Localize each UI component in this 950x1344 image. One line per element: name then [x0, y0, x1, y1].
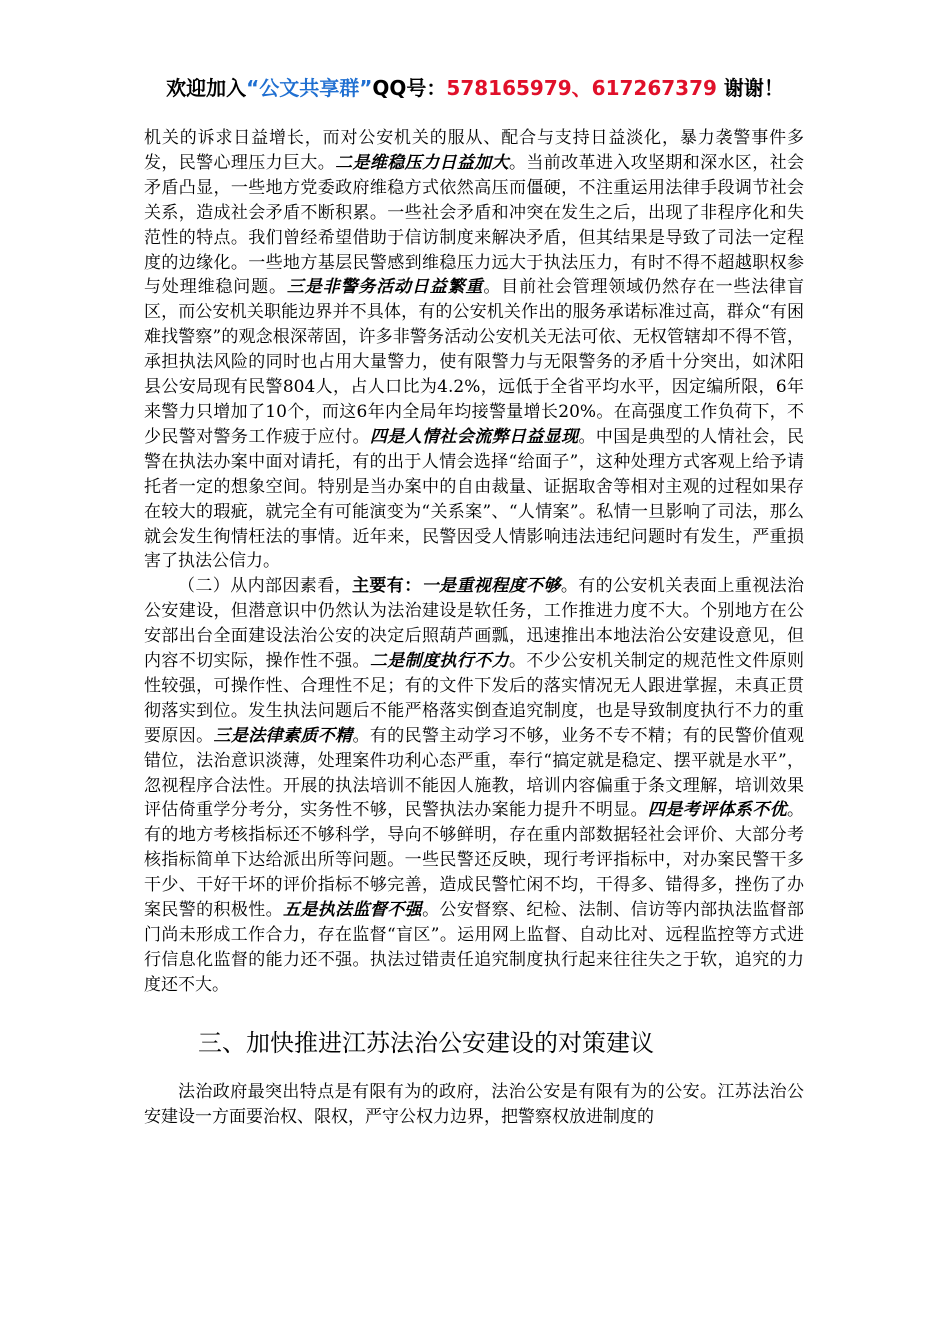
text-run: 。有的公安机关表面上重视法治公安建设，但潜意识中仍然认为法治建设是软任务，工作推进力度不大。个别地方在公安部出台全面建设法治公安的决定后照葫芦画瓢，迅速推出本地法治公安建设意见，但内容不切实际，操作性不强。 [144, 576, 805, 672]
point-heading: 二是维稳压力日益加大 [335, 152, 509, 173]
text-run: 机关的诉求日益增长，而对公安机关的服从、配合与支持日益淡化，暴力袭警事件多发，民警心理压力巨大。 [144, 128, 804, 173]
header-group-name: “公文共享群” [246, 76, 373, 100]
header-prefix: 欢迎加入 [166, 76, 247, 100]
paragraph-section3-intro: 法治政府最突出特点是有限有为的政府，法治公安是有限有为的公安。江苏法治公安建设一方面要治权、限权，严守公权力边界，把警察权放进制度的 [144, 1081, 804, 1127]
text-run: 。不少公安机关制定的规范性文件原则性较强，可操作性、合理性不足；有的文件下发后的落实情况无人跟进掌握，未真正贯彻落实到位。发生执法问题后不能严格落实倒查追究制度，也是导致制度执行不力的重要原因。 [144, 651, 805, 746]
point-heading: 三是非警务活动日益繁重 [286, 277, 484, 298]
bold-lead: 主要有： [352, 576, 422, 597]
header-qq-label: QQ号： [372, 76, 447, 100]
text-run: （二）从内部因素看， [178, 576, 352, 597]
text-run: 。有的民警主动学习不够，业务不专不精；有的民警价值观错位，法治意识淡薄，处理案件功利心态严重，奉行“搞定就是稳定、摆平就是水平”，忽视程序合法性。开展的执法培训不能因人施教，培训内容偏重于条文理解，培训效果评估倚重学分考分，实务性不够，民警执法办案能力提升不明显。 [144, 725, 805, 821]
page-header-banner [0, 72, 950, 101]
point-heading: 四是考评体系不优 [647, 800, 788, 821]
text-run: 。公安督察、纪检、法制、信访等内部执法监督部门尚未形成工作合力，存在监督“盲区”。运用网上监督、自动比对、远程监控等方式进行信息化监督的能力还不强。执法过错责任追究制度执行起来往往失之于软，追究的力度还不大。 [144, 900, 805, 995]
text-run: 。当前改革进入攻坚期和深水区，社会矛盾凸显，一些地方党委政府维稳方式依然高压而僵硬，不注重运用法律手段调节社会关系，造成社会矛盾不断积累。一些社会矛盾和冲突在发生之后，出现了非程序化和失范性的特点。我们曾经希望借助于信访制度来解决矛盾，但其结果是导致了司法一定程度的边缘化。一些地方基层民警感到维稳压力远大于执法压力，有时不得不超越职权参与处理维稳问题。 [144, 152, 805, 298]
header-qq-numbers: 578165979、617267379 [446, 76, 717, 100]
text-run: 。有的地方考核指标还不够科学，导向不够鲜明，存在重内部数据轻社会评价、大部分考核指标简单下达给派出所等问题。一些民警还反映，现行考评指标中，对办案民警干多干少、干好干坏的评价指标不够完善，造成民警忙闲不均，干得多、错得多，挫伤了办案民警的积极性。 [144, 800, 805, 921]
point-heading: 三是法律素质不精 [213, 725, 353, 746]
section-heading: 三、加快推进江苏法治公安建设的对策建议 [198, 1028, 654, 1057]
text-run: 。目前社会管理领域仍然存在一些法律盲区，而公安机关职能边界并不具体，有的公安机关作出的服务承诺标准过高，群众“有困难找警察”的观念根深蒂固，许多非警务活动公安机关无法可依、无权管辖却不得不管，承担执法风险的同时也占用大量警力，使有限警力与无限警务的矛盾十分突出，如沭阳县公安局现有民警804人，占人口比为4.2%，远低于全省平均水平，因定编所限，6年来警力只增加了10个，而这6年内全局年均接警量增长20%。在高强度工作负荷下，不少民警对警务工作疲于应付。 [144, 277, 805, 447]
point-heading: 二是制度执行不力 [369, 651, 509, 672]
header-suffix: 谢谢！ [716, 76, 784, 100]
point-heading: 一是重视程度不够 [421, 576, 561, 597]
point-heading: 四是人情社会流弊日益显现 [369, 426, 579, 447]
paragraph-external-factors [144, 126, 804, 574]
point-heading: 五是执法监督不强 [283, 900, 423, 921]
paragraph-internal-factors [144, 574, 804, 997]
text-run: 。中国是典型的人情社会，民警在执法办案中面对请托，有的出于人情会选择“给面子”，这种处理方式客观上给予请托者一定的想象空间。特别是当办案中的自由裁量、证据取舍等相对主观的过程如果存在较大的瑕疵，就完全有可能演变为“关系案”、“人情案”。私情一旦影响了司法，那么就会发生徇情枉法的事情。近年来，民警因受人情影响违法违纪问题时有发生，严重损害了执法公信力。 [144, 426, 805, 572]
document-body [144, 126, 804, 1130]
